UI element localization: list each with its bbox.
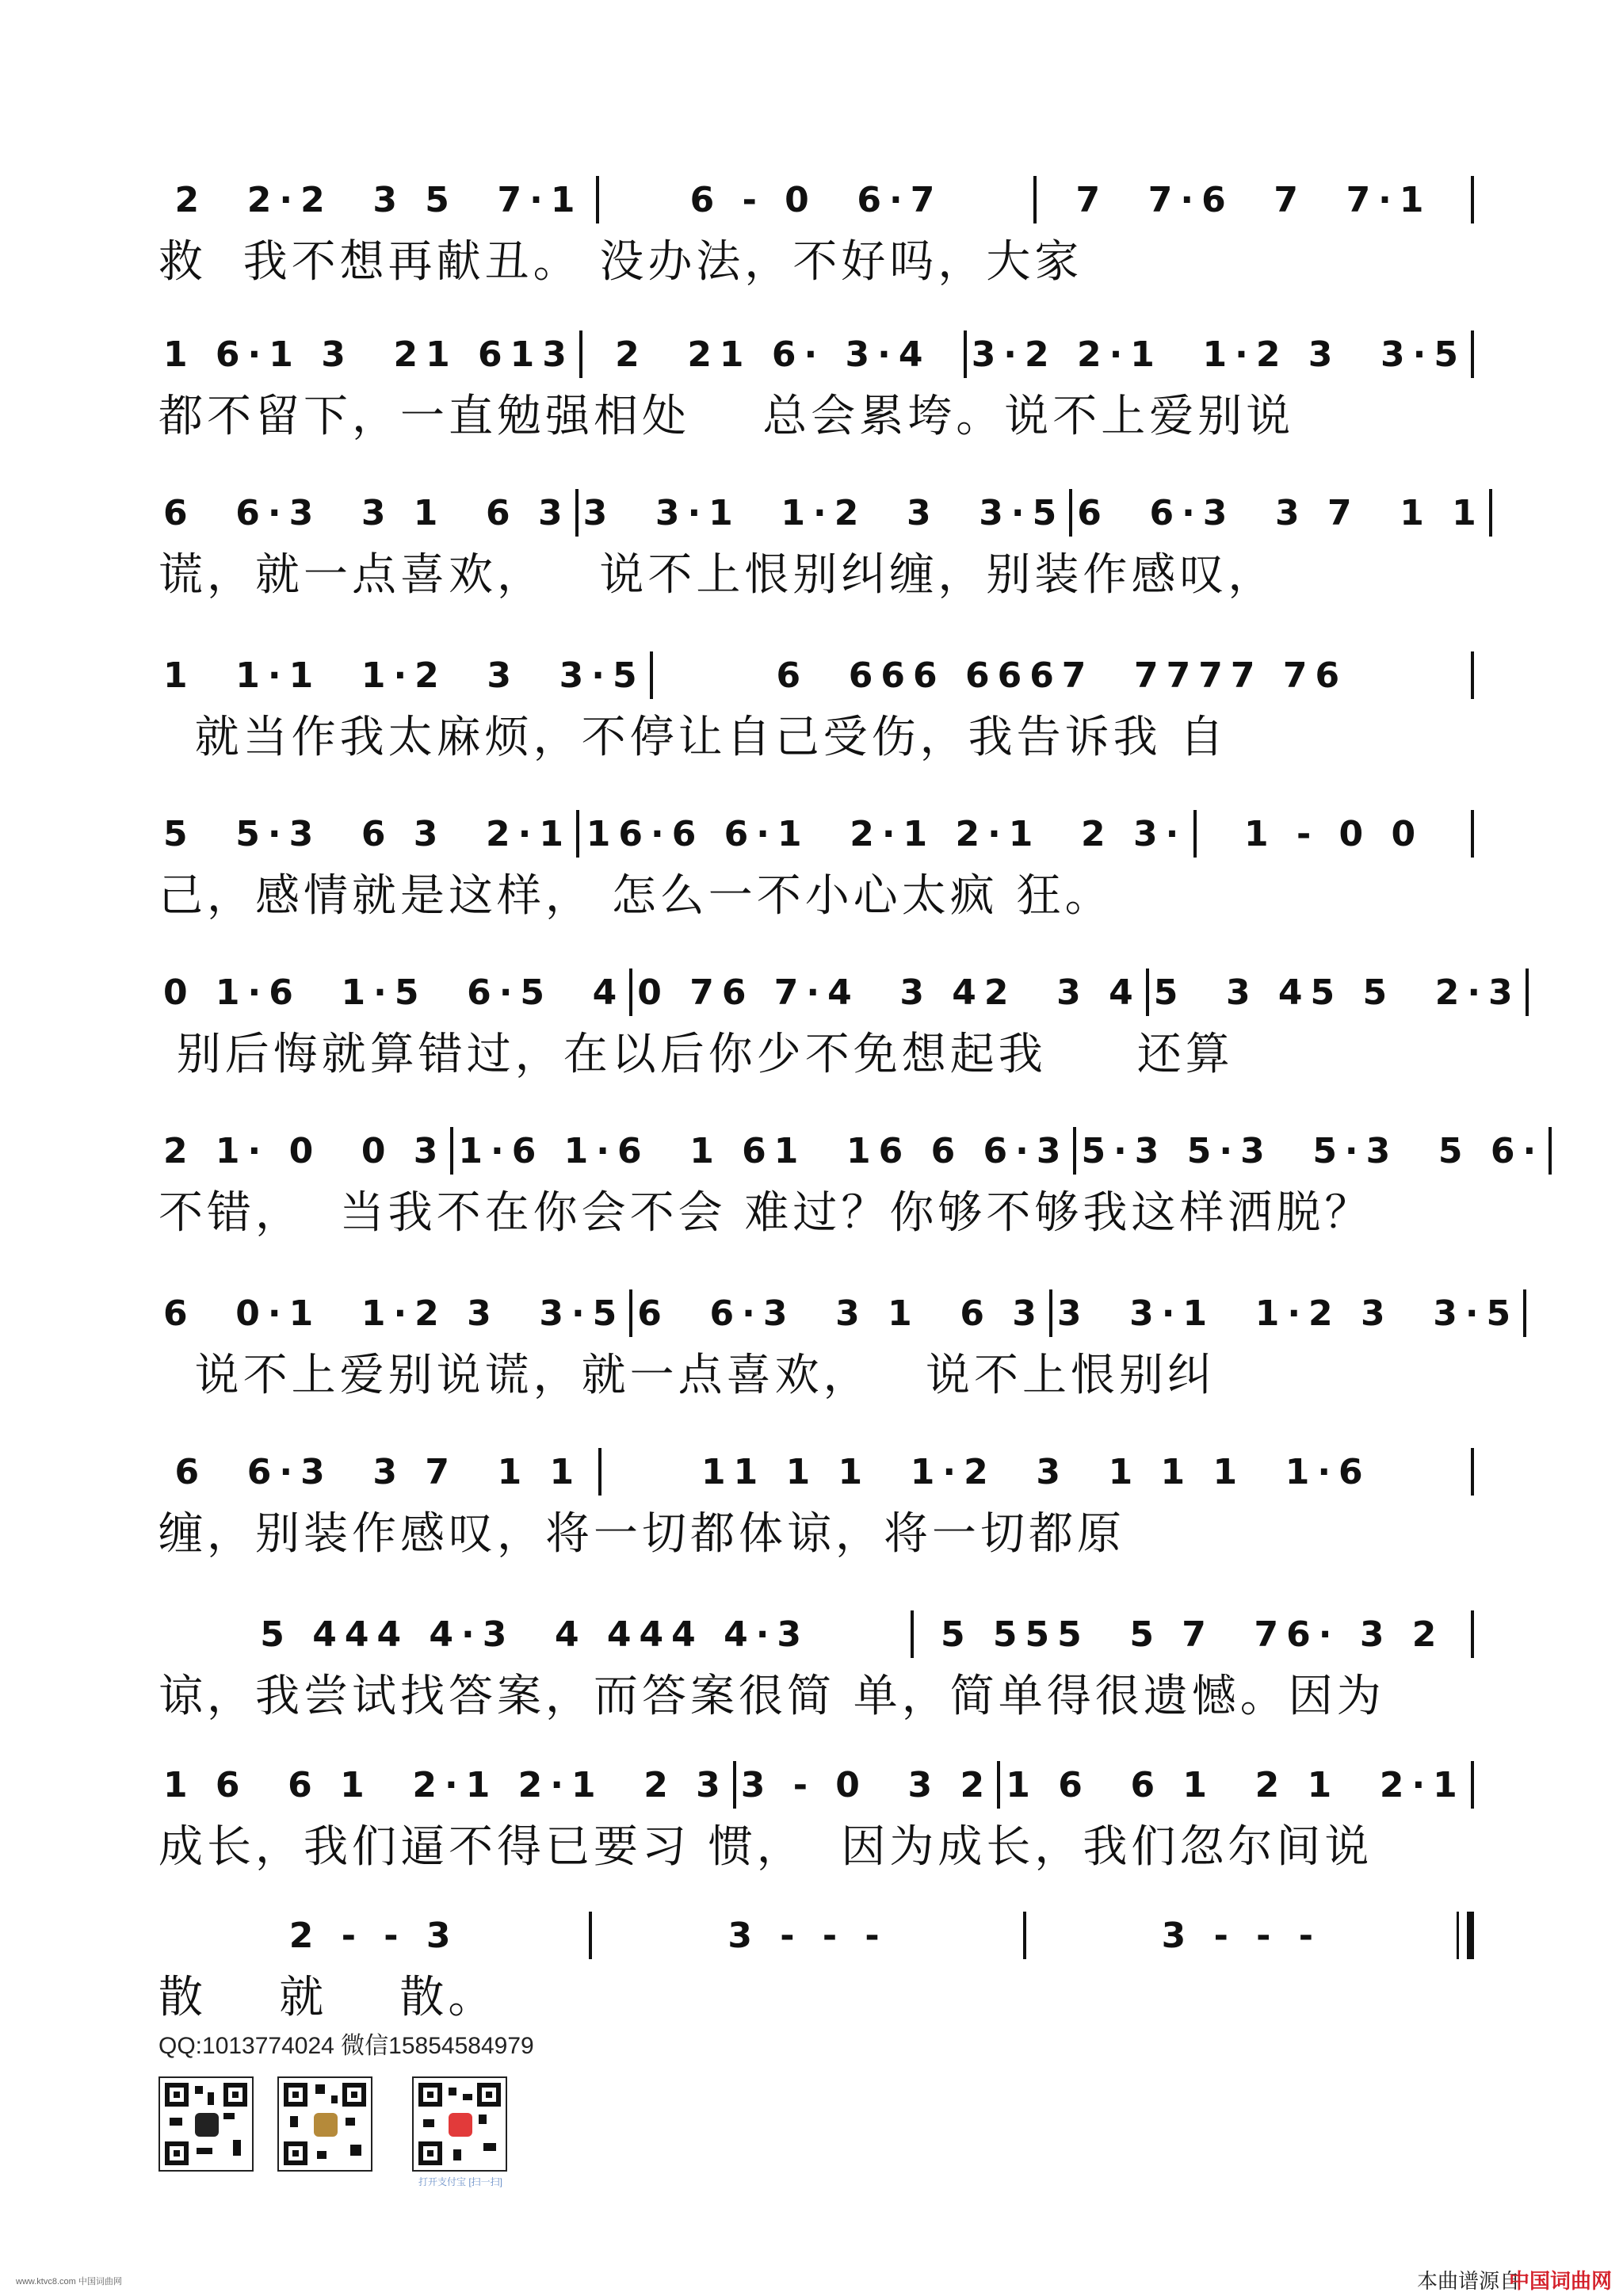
score-system-5: [158, 793, 1474, 935]
measure: 5 5·3 6 3 2·1: [163, 813, 571, 854]
barline: [1489, 489, 1492, 537]
score-system-12: [158, 1894, 1474, 2037]
notation-line: [158, 650, 1474, 701]
notation-line: [158, 1609, 1474, 1660]
measure: 2 - - 3: [288, 1915, 459, 1956]
barline: [1523, 1289, 1526, 1337]
measure: 6 6·3 3 7 1 1: [174, 1451, 582, 1492]
qr-code-icon: [277, 2076, 372, 2172]
lyrics-line: 救 我不想再献丑。 没办法，不好吗，大家: [158, 236, 1083, 288]
lyrics-line: 成长，我们逼不得已要习 惯， 因为成长，我们忽尔间说: [158, 1821, 1373, 1873]
notation-line: [158, 967, 1521, 1018]
measure: 0 1·6 1·5 6·5 4: [163, 972, 625, 1013]
measure: 0 76 7·4 3 42 3 4: [637, 972, 1141, 1013]
measure: 5 555 5 7 76· 3 2: [940, 1614, 1445, 1655]
score-system-10: [158, 1593, 1474, 1736]
lyrics-line: 谅，我尝试找答案，而答案很简 单，简单得很遗憾。因为: [158, 1671, 1385, 1722]
measure: 6 6·3 3 1 6 3: [637, 1293, 1044, 1334]
measure: 1 - 0 0: [1244, 813, 1424, 854]
score-system-2: [158, 313, 1474, 456]
measure: 7 7·6 7 7·1: [1075, 179, 1432, 220]
site-watermark-small: www.ktvc8.com 中国词曲网: [16, 2277, 122, 2286]
measure: 2 1· 0 0 3: [163, 1130, 446, 1171]
measure: 1 1·1 1·2 3 3·5: [163, 655, 645, 696]
measure: 6 6·3 3 7 1 1: [1077, 492, 1484, 533]
lyrics-line: 别后悔就算错过，在以后你少不免想起我 还算: [158, 1029, 1234, 1080]
lyrics-line: 谎，就一点喜欢， 说不上恨别纠缠，别装作感叹，: [158, 549, 1277, 601]
notation-line: [158, 174, 1474, 225]
measure: 5 3 45 5 2·3: [1153, 972, 1521, 1013]
notation-line: [158, 1446, 1474, 1497]
lyrics-line: 都不留下，一直勉强相处 总会累垮。说不上爱别说: [158, 391, 1295, 442]
lyrics-line: 己，感情就是这样， 怎么一不小心太疯 狂。: [158, 870, 1113, 922]
lyrics-line: 散 就 散。: [158, 1972, 497, 2023]
barline: [1471, 651, 1474, 699]
score-system-7: [158, 1110, 1545, 1252]
measure: 3·2 2·1 1·2 3 3·5: [971, 334, 1466, 375]
measure: 3 3·1 1·2 3 3·5: [1056, 1293, 1519, 1334]
score-system-9: [158, 1431, 1474, 1573]
measure: 16·6 6·1 2·1 2·1 2 3·: [586, 813, 1187, 854]
measure: 6 666 6667 7777 76: [776, 655, 1348, 696]
lyrics-line: 不错， 当我不在你会不会 难过？你够不够我这样洒脱？: [158, 1187, 1373, 1239]
qr-code-icon: [412, 2076, 507, 2172]
measure: 2 21 6· 3·4: [615, 334, 931, 375]
measure: 11 1 1 1·2 3 1 1 1 1·6: [701, 1451, 1371, 1492]
measure: 5·3 5·3 5·3 5 6·: [1081, 1130, 1545, 1171]
barline: [1471, 810, 1474, 858]
measure: 3 3·1 1·2 3 3·5: [582, 492, 1065, 533]
score-system-1: [158, 159, 1474, 301]
notation-line: [158, 1759, 1474, 1810]
score-system-4: [158, 634, 1474, 777]
contact-info: QQ:1013774024 微信15854584979: [158, 2033, 534, 2059]
source-credit: 本曲谱源自: [1416, 2269, 1520, 2293]
score-system-6: [158, 951, 1521, 1094]
measure: 1 6·1 3 21 613: [163, 334, 575, 375]
measure: 3 - - -: [1161, 1915, 1321, 1956]
barline: [1471, 1448, 1474, 1496]
measure: 6 - 0 6·7: [689, 179, 943, 220]
measure: 5 444 4·3 4 444 4·3: [260, 1614, 810, 1655]
score-system-8: [158, 1272, 1519, 1415]
lyrics-line: 缠，别装作感叹，将一切都体谅，将一切都原: [158, 1508, 1125, 1560]
barline: [1549, 1127, 1552, 1175]
final-barline: [1457, 1912, 1474, 1959]
notation-line: [158, 329, 1474, 380]
notation-line: [158, 1125, 1545, 1176]
barline: [1471, 330, 1474, 378]
notation-line: [158, 808, 1474, 859]
barline: [1526, 968, 1529, 1016]
barline: [1471, 1610, 1474, 1658]
measure: 6 0·1 1·2 3 3·5: [163, 1293, 625, 1334]
measure: 2 2·2 3 5 7·1: [174, 179, 583, 220]
measure: 1 6 6 1 2·1 2·1 2 3: [163, 1764, 728, 1805]
measure: 1 6 6 1 2 1 2·1: [1006, 1764, 1465, 1805]
score-system-3: [158, 472, 1484, 614]
measure: 3 - - -: [727, 1915, 888, 1956]
qr-caption: 打开支付宝 [扫一扫]: [418, 2176, 503, 2187]
qr-code-icon: [158, 2076, 254, 2172]
measure: 1·6 1·6 1 61 16 6 6·3: [458, 1130, 1069, 1171]
notation-line: [158, 1910, 1474, 1961]
barline: [1471, 1761, 1474, 1809]
barline: [1471, 176, 1474, 223]
measure: 6 6·3 3 1 6 3: [163, 492, 571, 533]
measure: 3 - 0 3 2: [740, 1764, 993, 1805]
site-name: 中国词曲网: [1508, 2269, 1612, 2293]
score-system-11: [158, 1744, 1474, 1886]
lyrics-line: 就当作我太麻烦，不停让自己受伤，我告诉我 自: [158, 712, 1228, 763]
notation-line: [158, 1288, 1519, 1339]
lyrics-line: 说不上爱别说谎，就一点喜欢， 说不上恨别纠: [158, 1350, 1216, 1401]
notation-line: [158, 487, 1484, 538]
